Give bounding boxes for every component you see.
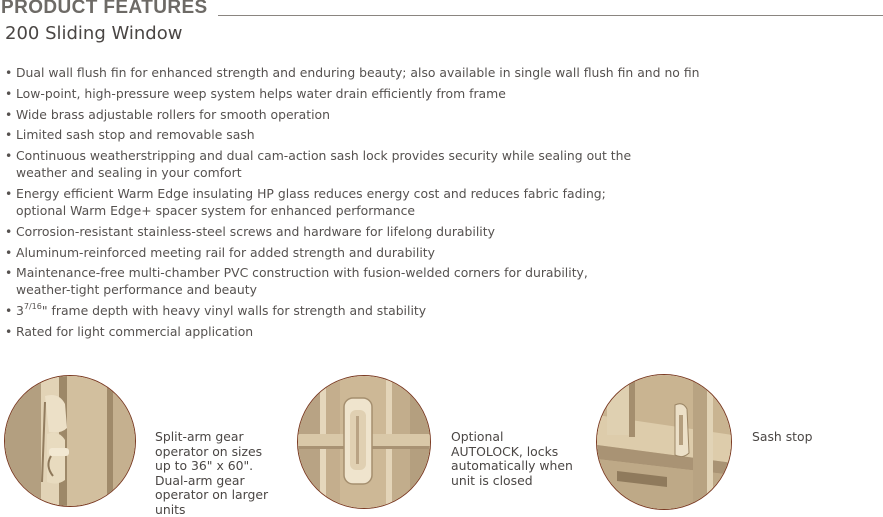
gear-operator-caption xyxy=(155,430,268,517)
feature-item xyxy=(5,323,875,340)
autolock-photo xyxy=(297,375,431,509)
feature-text: weather and sealing in your comfort xyxy=(16,164,875,181)
feature-text: • Dual wall flush fin for enhanced strength and enduring beauty; also available in single wall flush fin and no fin xyxy=(16,64,875,81)
feature-item xyxy=(5,106,875,123)
frame-depth-unit: " xyxy=(42,303,48,318)
feature-text: • Limited sash stop and removable sash xyxy=(16,126,875,143)
caption-line: Dual-arm gear xyxy=(155,474,268,489)
feature-text: • Aluminum-reinforced meeting rail for added strength and durability xyxy=(16,244,875,261)
feature-text: weather-tight performance and beauty xyxy=(16,281,875,298)
caption-line: units xyxy=(155,503,268,517)
feature-item xyxy=(5,64,875,81)
feature-item xyxy=(5,223,875,240)
caption-line: Split-arm gear xyxy=(155,430,268,445)
feature-text: • Corrosion-resistant stainless-steel screws and hardware for lifelong durability xyxy=(16,223,875,240)
caption-line: AUTOLOCK, locks xyxy=(451,445,573,460)
gear-operator-photo xyxy=(4,375,136,507)
feature-text: • Maintenance-free multi-chamber PVC construction with fusion-welded corners for durability, xyxy=(16,264,875,281)
feature-text: • Energy efficient Warm Edge insulating HP glass reduces energy cost and reduces fabric fading; xyxy=(16,185,875,202)
caption-line: Sash stop xyxy=(752,430,812,445)
product-title: 200 Sliding Window xyxy=(5,23,182,44)
feature-item xyxy=(5,244,875,261)
frame-depth-whole: 3 xyxy=(16,303,24,318)
feature-text: • Wide brass adjustable rollers for smooth operation xyxy=(16,106,875,123)
section-header xyxy=(0,0,883,20)
feature-text: • Low-point, high-pressure weep system helps water drain efficiently from frame xyxy=(16,85,875,102)
feature-item xyxy=(5,126,875,143)
caption-line: automatically when xyxy=(451,459,573,474)
section-title: PRODUCT FEATURES xyxy=(1,0,208,19)
feature-item xyxy=(5,264,875,298)
header-divider xyxy=(218,15,883,16)
sash-stop-caption xyxy=(752,430,812,445)
feature-item xyxy=(5,85,875,102)
feature-text: • Continuous weatherstripping and dual cam-action sash lock provides security while sealing out the xyxy=(16,147,875,164)
feature-text: frame depth with heavy vinyl walls for strength and stability xyxy=(48,303,427,318)
feature-item-frame-depth xyxy=(5,302,875,319)
feature-text: optional Warm Edge+ spacer system for enhanced performance xyxy=(16,202,875,219)
feature-text: • Rated for light commercial application xyxy=(16,323,875,340)
sash-stop-photo xyxy=(596,374,732,510)
caption-line: Optional xyxy=(451,430,573,445)
gear-operator-illustration xyxy=(5,376,136,507)
caption-line: up to 36" x 60". xyxy=(155,459,268,474)
caption-line: operator on sizes xyxy=(155,445,268,460)
frame-depth-fraction: 7/16 xyxy=(24,302,42,311)
autolock-illustration xyxy=(298,376,431,509)
caption-line: unit is closed xyxy=(451,474,573,489)
caption-line: operator on larger xyxy=(155,488,268,503)
feature-item xyxy=(5,147,875,181)
autolock-caption xyxy=(451,430,573,488)
feature-list xyxy=(5,64,875,344)
sash-stop-illustration xyxy=(597,375,732,510)
feature-item xyxy=(5,185,875,219)
